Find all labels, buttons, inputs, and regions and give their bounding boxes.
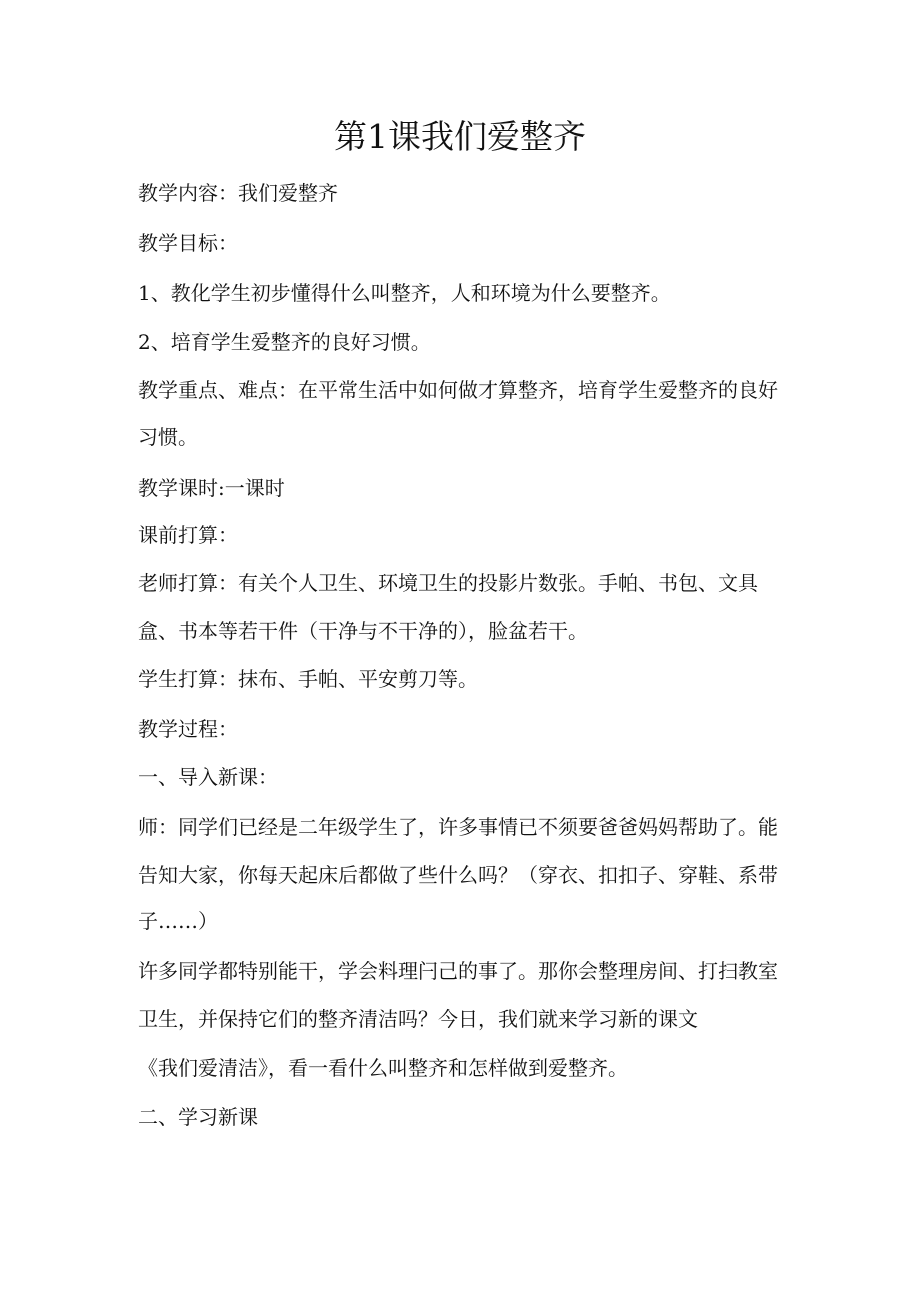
text-line: 二、学习新课 [138, 1105, 258, 1129]
text-line: 师：同学们已经是二年级学生了，许多事情已不须要爸爸妈妈帮助了。能 [138, 815, 778, 839]
text-line: 卫生，并保持它们的整齐清洁吗？今日，我们就来学习新的课文 [138, 1007, 698, 1031]
text-line: 告知大家，你每天起床后都做了些什么吗？（穿衣、扣扣子、穿鞋、系带 [138, 863, 778, 887]
page-title: 第1课我们爱整齐 [334, 117, 586, 156]
text-line: 子……） [138, 909, 218, 933]
text-line: 课前打算： [138, 523, 238, 547]
text-line: 教学课时:一课时 [138, 476, 285, 500]
text-line: 老师打算：有关个人卫生、环境卫生的投影片数张。手帕、书包、文具 [138, 571, 758, 595]
text-line: 1、教化学生初步懂得什么叫整齐，人和环境为什么要整齐。 [138, 281, 671, 305]
text-line: 教学过程： [138, 717, 238, 741]
text-line: 习惯。 [138, 425, 198, 449]
text-line: 教学重点、难点：在平常生活中如何做才算整齐，培育学生爱整齐的良好 [138, 378, 778, 402]
text-line: 《我们爱清洁》，看一看什么叫整齐和怎样做到爱整齐。 [138, 1056, 628, 1080]
text-line: 盒、书本等若干件（干净与不干净的），脸盆若干。 [138, 619, 588, 643]
text-line: 一、导入新课： [138, 765, 278, 789]
text-line: 2、培育学生爱整齐的良好习惯。 [138, 330, 431, 354]
text-line: 许多同学都特别能干，学会料理闩己的事了。那你会整理房间、打扫教室 [138, 959, 778, 983]
text-line: 学生打算：抹布、手帕、平安剪刀等。 [138, 667, 478, 691]
text-line: 教学内容：我们爱整齐 [138, 181, 338, 205]
text-line: 教学目标： [138, 231, 238, 255]
